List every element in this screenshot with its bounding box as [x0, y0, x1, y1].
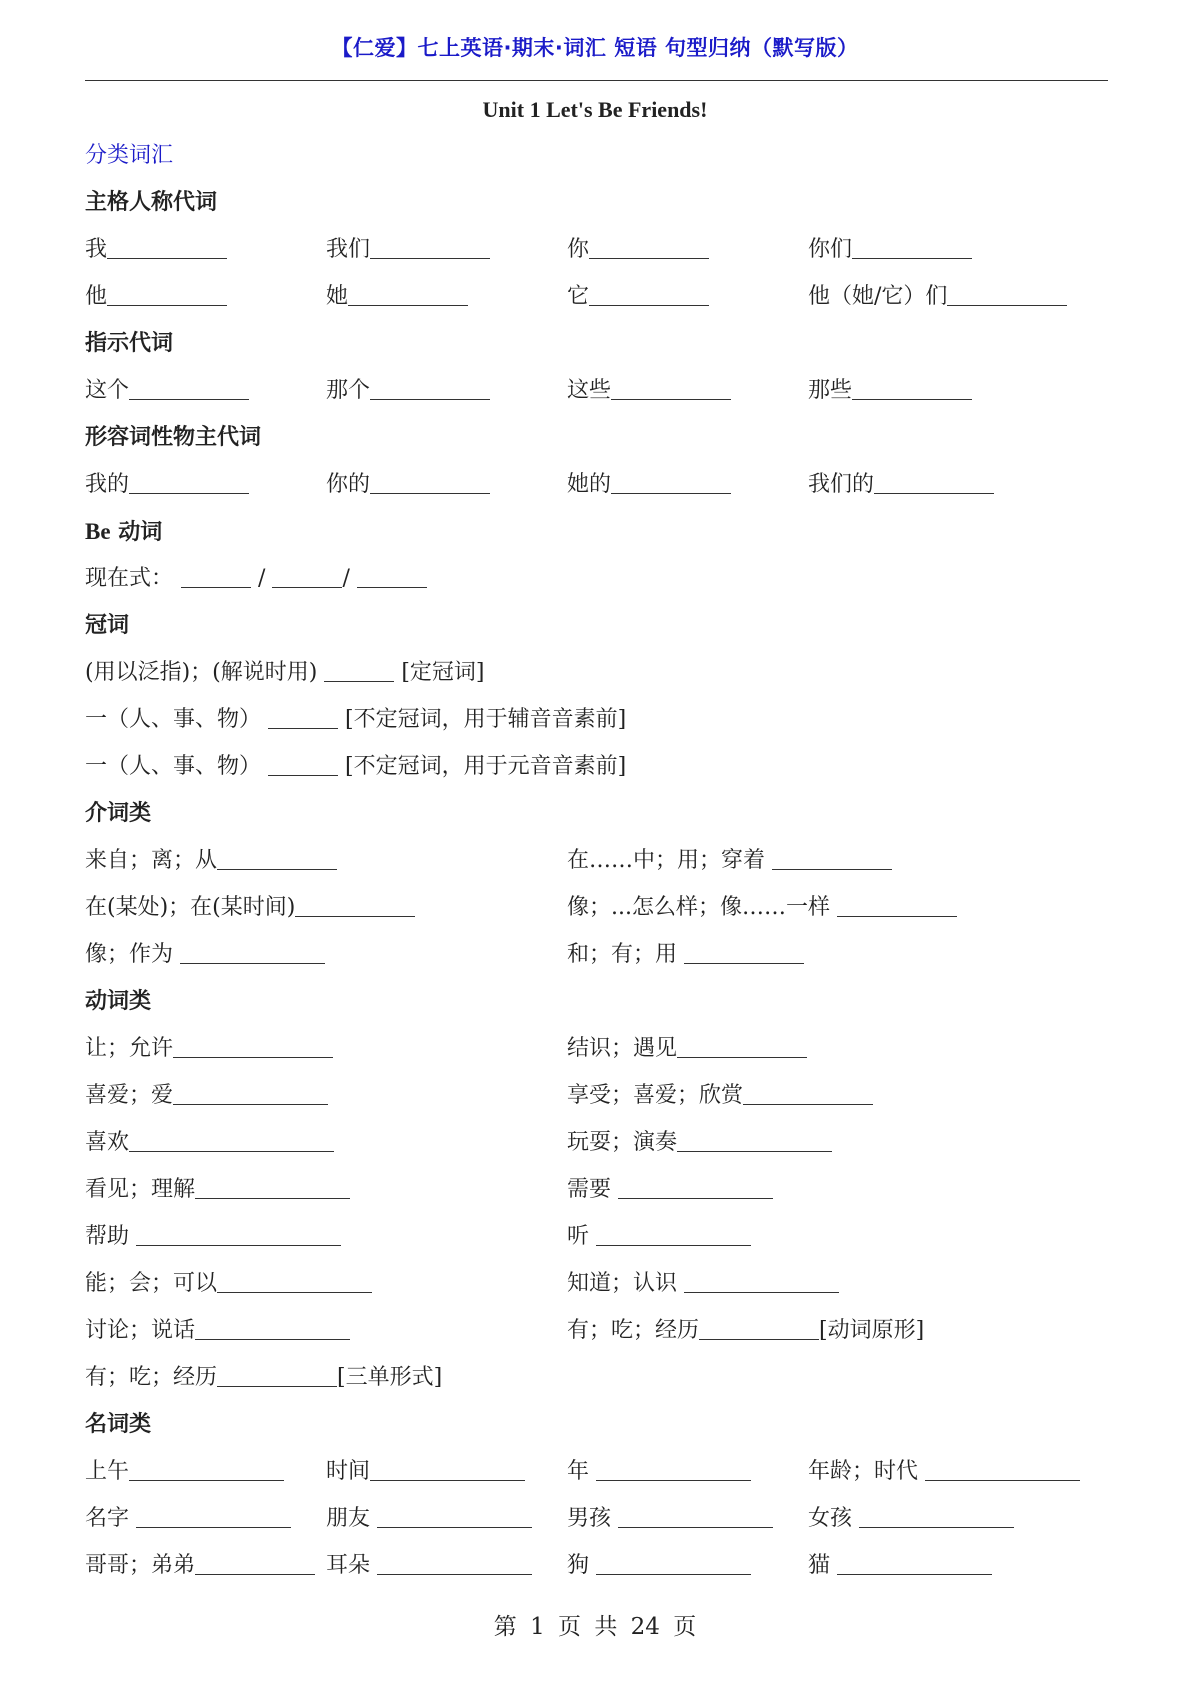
section-heading-vocab: 分类词汇: [85, 143, 174, 168]
heading-verbs: 动词类: [85, 989, 152, 1014]
page-footer: 第 1 页 共 24 页: [493, 1614, 697, 1640]
fill-item: 一（人、事、物） [不定冠词，用于元音音素前]: [85, 743, 626, 790]
answer-blank[interactable]: [596, 1456, 751, 1481]
preposition-row: [85, 931, 1108, 978]
document-header: 【仁爱】七上英语·期末·词汇 短语 句型归纳（默写版）: [331, 36, 859, 60]
fill-item: 喜爱；爱: [85, 1072, 328, 1119]
answer-blank[interactable]: [370, 234, 490, 259]
fill-item: 他: [85, 273, 227, 320]
answer-blank[interactable]: [195, 1550, 315, 1575]
answer-blank[interactable]: [874, 469, 994, 494]
answer-blank[interactable]: [611, 469, 731, 494]
answer-blank[interactable]: [272, 563, 342, 588]
preposition-row: [85, 837, 1108, 884]
verb-row: [85, 1354, 1108, 1401]
pronoun-row: [85, 273, 1108, 320]
pronoun-row: [85, 226, 1108, 273]
heading-prepositions: 介词类: [85, 801, 152, 826]
fill-item: 像；...怎么样；像……一样: [567, 884, 957, 931]
answer-blank[interactable]: [589, 281, 709, 306]
fill-item: 享受；喜爱；欣赏: [567, 1072, 873, 1119]
answer-blank[interactable]: [217, 1268, 372, 1293]
heading-nouns: 名词类: [85, 1412, 152, 1437]
answer-blank[interactable]: [370, 469, 490, 494]
answer-blank[interactable]: [596, 1550, 751, 1575]
answer-blank[interactable]: [377, 1550, 532, 1575]
answer-blank[interactable]: [268, 704, 338, 729]
answer-blank[interactable]: [324, 657, 394, 682]
verb-row: [85, 1307, 1108, 1354]
fill-item: 需要: [567, 1166, 773, 1213]
article-row: [85, 649, 1108, 696]
fill-item: 这些: [567, 367, 731, 414]
noun-row: [85, 1542, 1108, 1589]
heading-be-verbs: Be 动词: [85, 519, 163, 545]
be-verb-row: [85, 555, 1108, 602]
fill-item: 喜欢: [85, 1119, 334, 1166]
article-row: [85, 696, 1108, 743]
answer-blank[interactable]: [772, 845, 892, 870]
fill-item: 年龄；时代: [808, 1448, 1080, 1495]
answer-blank[interactable]: [852, 234, 972, 259]
answer-blank[interactable]: [173, 1033, 333, 1058]
noun-row: [85, 1448, 1108, 1495]
fill-item: 和；有；用: [567, 931, 804, 978]
fill-item: 它: [567, 273, 709, 320]
answer-blank[interactable]: [129, 469, 249, 494]
fill-item: 让；允许: [85, 1025, 333, 1072]
answer-blank[interactable]: [925, 1456, 1080, 1481]
header-rule: [85, 80, 1108, 81]
answer-blank[interactable]: [129, 375, 249, 400]
answer-blank[interactable]: [217, 845, 337, 870]
fill-item: 我们: [326, 226, 490, 273]
answer-blank[interactable]: [618, 1503, 773, 1528]
fill-item: 知道；认识: [567, 1260, 839, 1307]
fill-item: 有；吃；经历 [动词原形]: [567, 1307, 924, 1354]
answer-blank[interactable]: [268, 751, 338, 776]
fill-item: 一（人、事、物） [不定冠词，用于辅音音素前]: [85, 696, 626, 743]
fill-item: 这个: [85, 367, 249, 414]
fill-item: 你: [567, 226, 709, 273]
fill-item: 男孩: [567, 1495, 773, 1542]
answer-blank[interactable]: [377, 1503, 532, 1528]
answer-blank[interactable]: [295, 892, 415, 917]
fill-item: 听: [567, 1213, 751, 1260]
answer-blank[interactable]: [611, 375, 731, 400]
answer-blank[interactable]: [596, 1221, 751, 1246]
fill-item: 有；吃；经历 [三单形式]: [85, 1354, 442, 1401]
fill-item: 我的: [85, 461, 249, 508]
fill-item: 玩耍；演奏: [567, 1119, 832, 1166]
answer-blank[interactable]: [181, 563, 251, 588]
answer-blank[interactable]: [107, 234, 227, 259]
preposition-row: [85, 884, 1108, 931]
fill-item: 看见；理解: [85, 1166, 350, 1213]
answer-blank[interactable]: [129, 1456, 284, 1481]
verb-row: [85, 1025, 1108, 1072]
answer-blank[interactable]: [217, 1362, 337, 1387]
answer-blank[interactable]: [837, 1550, 992, 1575]
fill-item: 讨论；说话: [85, 1307, 350, 1354]
fill-item: 名字: [85, 1495, 291, 1542]
fill-item: 上午: [85, 1448, 284, 1495]
answer-blank[interactable]: [837, 892, 957, 917]
heading-demonstratives: 指示代词: [85, 331, 174, 356]
fill-item: 哥哥；弟弟: [85, 1542, 315, 1589]
answer-blank[interactable]: [947, 281, 1067, 306]
answer-blank[interactable]: [743, 1080, 873, 1105]
fill-item: 朋友: [326, 1495, 532, 1542]
fill-item: 他（她/它）们: [808, 273, 1067, 320]
fill-item: 我们的: [808, 461, 994, 508]
fill-item: 结识；遇见: [567, 1025, 807, 1072]
answer-blank[interactable]: [195, 1174, 350, 1199]
fill-item: (用以泛指)；(解说时用) [定冠词]: [85, 649, 485, 696]
answer-blank[interactable]: [677, 1033, 807, 1058]
answer-blank[interactable]: [618, 1174, 773, 1199]
fill-item: 她的: [567, 461, 731, 508]
answer-blank[interactable]: [136, 1503, 291, 1528]
possessive-row: [85, 461, 1108, 508]
fill-item: 狗: [567, 1542, 751, 1589]
answer-blank[interactable]: [357, 563, 427, 588]
fill-item: 现在式： / /: [85, 555, 427, 602]
heading-subject-pronouns: 主格人称代词: [85, 190, 218, 215]
fill-item: 年: [567, 1448, 751, 1495]
verb-row: [85, 1072, 1108, 1119]
heading-articles: 冠词: [85, 613, 130, 638]
answer-blank[interactable]: [129, 1127, 334, 1152]
fill-item: 那个: [326, 367, 490, 414]
answer-blank[interactable]: [173, 1080, 328, 1105]
fill-item: 我: [85, 226, 227, 273]
verb-row: [85, 1166, 1108, 1213]
answer-blank[interactable]: [684, 1268, 839, 1293]
fill-item: 在……中；用；穿着: [567, 837, 892, 884]
fill-item: 像；作为: [85, 931, 325, 978]
fill-item: 来自；离；从: [85, 837, 337, 884]
answer-blank[interactable]: [699, 1315, 819, 1340]
answer-blank[interactable]: [859, 1503, 1014, 1528]
fill-item: 你的: [326, 461, 490, 508]
noun-row: [85, 1495, 1108, 1542]
answer-blank[interactable]: [195, 1315, 350, 1340]
fill-item: 猫: [808, 1542, 992, 1589]
answer-blank[interactable]: [136, 1221, 341, 1246]
unit-title: Unit 1 Let's Be Friends!: [482, 97, 708, 122]
fill-item: 帮助: [85, 1213, 341, 1260]
verb-row: [85, 1213, 1108, 1260]
worksheet-content: [85, 132, 1108, 1589]
fill-item: 在(某处)；在(某时间): [85, 884, 415, 931]
answer-blank[interactable]: [370, 375, 490, 400]
answer-blank[interactable]: [852, 375, 972, 400]
demonstrative-row: [85, 367, 1108, 414]
fill-item: 那些: [808, 367, 972, 414]
answer-blank[interactable]: [589, 234, 709, 259]
heading-possessives: 形容词性物主代词: [85, 425, 262, 450]
fill-item: 女孩: [808, 1495, 1014, 1542]
verb-row: [85, 1119, 1108, 1166]
fill-item: 她: [326, 273, 468, 320]
answer-blank[interactable]: [107, 281, 227, 306]
article-row: [85, 743, 1108, 790]
answer-blank[interactable]: [684, 939, 804, 964]
fill-item: 能；会；可以: [85, 1260, 372, 1307]
answer-blank[interactable]: [180, 939, 325, 964]
fill-item: 你们: [808, 226, 972, 273]
answer-blank[interactable]: [677, 1127, 832, 1152]
verb-row: [85, 1260, 1108, 1307]
fill-item: 时间: [326, 1448, 525, 1495]
answer-blank[interactable]: [348, 281, 468, 306]
answer-blank[interactable]: [370, 1456, 525, 1481]
fill-item: 耳朵: [326, 1542, 532, 1589]
